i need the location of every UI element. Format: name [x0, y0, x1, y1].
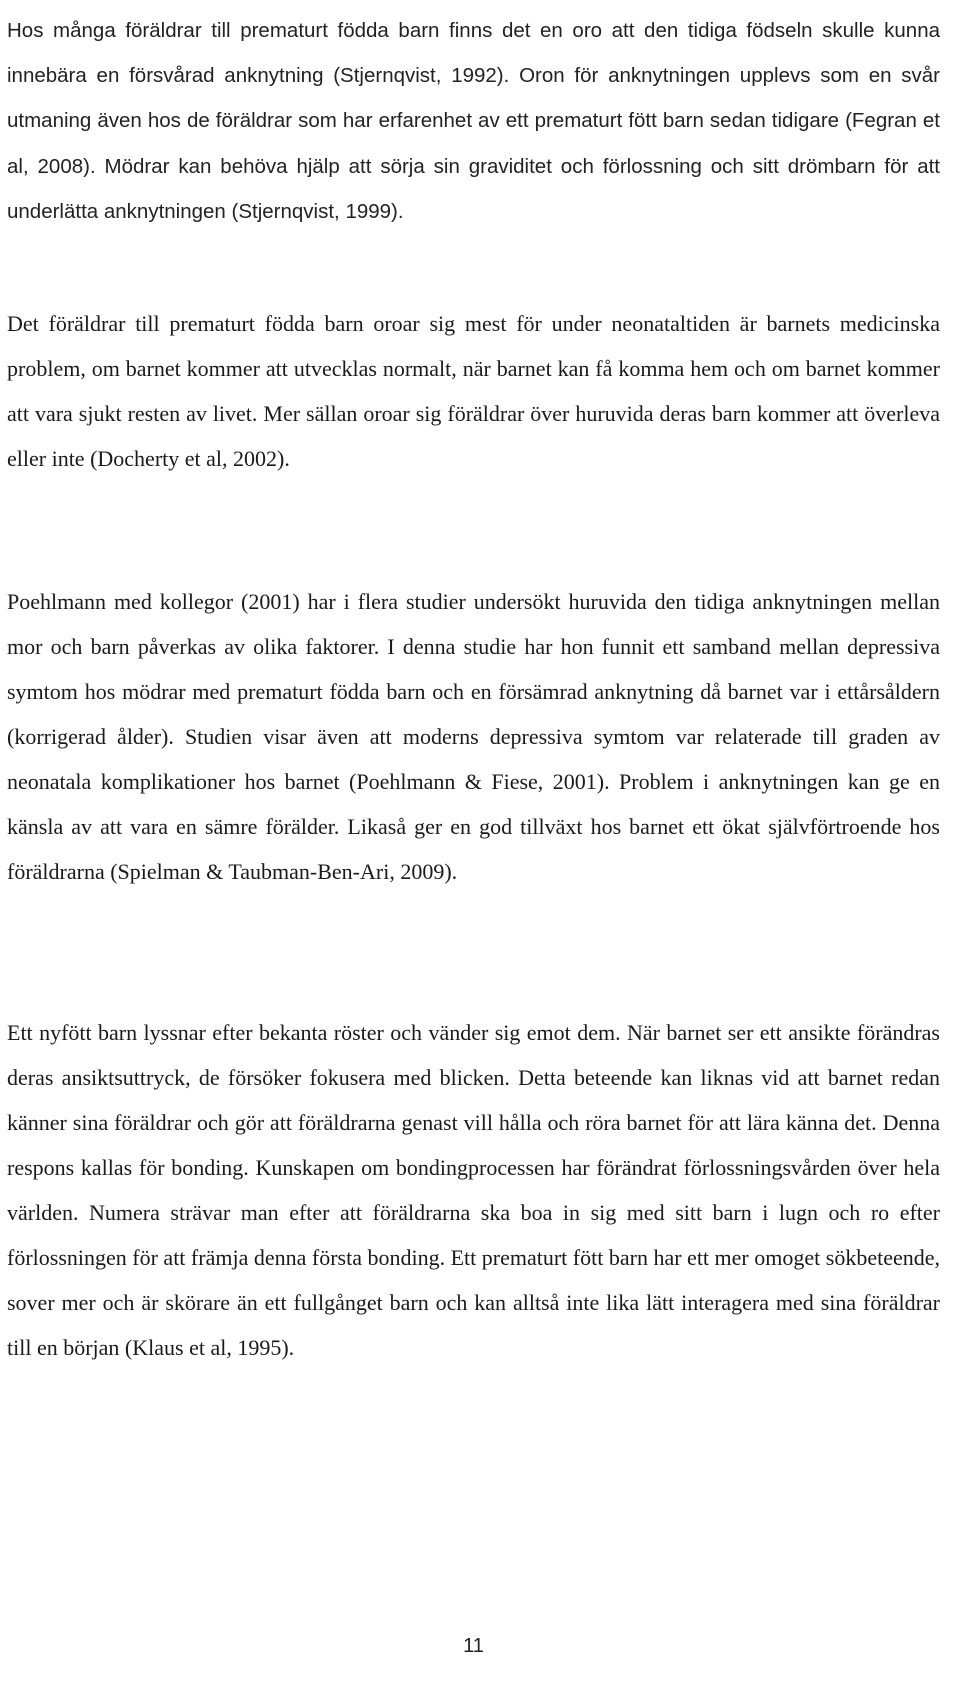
paragraph-4: Ett nyfött barn lyssnar efter bekanta röster och vänder sig emot dem. När barnet ser ett ansikte förändras deras ansiktsuttryck, de försöker fokusera med blicken. Detta beteende kan liknas vid att barnet redan känner sina föräldrar och gör att föräldrarna genast vill hålla och röra barnet för att lära känna det. Denna respons kallas för bonding. Kunskapen om bondingprocessen har förändrat förlossningsvården över hela världen. Numera strävar man efter att föräldrarna ska boa in sig med sitt barn i lugn och ro efter förlossningen för att främja denna första bonding. Ett prematurt fött barn har ett mer omoget sökbeteende, sover mer och är skörare än ett fullgånget barn och kan alltså inte lika lätt interagera med sina föräldrar till en början (Klaus et al, 1995).	[7, 1020, 940, 1360]
paragraph-1: Hos många föräldrar till prematurt födda barn finns det en oro att den tidiga födseln skulle kunna innebära en försvårad anknytning (Stjernqvist, 1992). Oron för anknytningen upplevs som en svår utmaning även hos de föräldrar som har erfarenhet av ett prematurt fött barn sedan tidigare (Fegran et al, 2008). Mödrar kan behöva hjälp att sörja sin graviditet och förlossning och sitt drömbarn för att underlätta anknytningen (Stjernqvist, 1999).	[7, 19, 940, 223]
document-page	[7, 0, 940, 1686]
page-number: 11	[463, 1635, 484, 1657]
paragraph-2: Det föräldrar till prematurt födda barn oroar sig mest för under neonataltiden är barnets medicinska problem, om barnet kommer att utvecklas normalt, när barnet kan få komma hem och om barnet kommer att vara sjukt resten av livet. Mer sällan oroar sig föräldrar över huruvida deras barn kommer att överleva eller inte (Docherty et al, 2002).	[7, 311, 940, 471]
paragraph-3: Poehlmann med kollegor (2001) har i flera studier undersökt huruvida den tidiga anknytningen mellan mor och barn påverkas av olika faktorer. I denna studie har hon funnit ett samband mellan depressiva symtom hos mödrar med prematurt födda barn och en försämrad anknytning då barnet var i ettårsåldern (korrigerad ålder). Studien visar även att moderns depressiva symtom var relaterade till graden av neonatala komplikationer hos barnet (Poehlmann & Fiese, 2001). Problem i anknytningen kan ge en känsla av att vara en sämre förälder. Likaså ger en god tillväxt hos barnet ett ökat självförtroende hos föräldrarna (Spielman & Taubman-Ben-Ari, 2009).	[7, 589, 940, 884]
